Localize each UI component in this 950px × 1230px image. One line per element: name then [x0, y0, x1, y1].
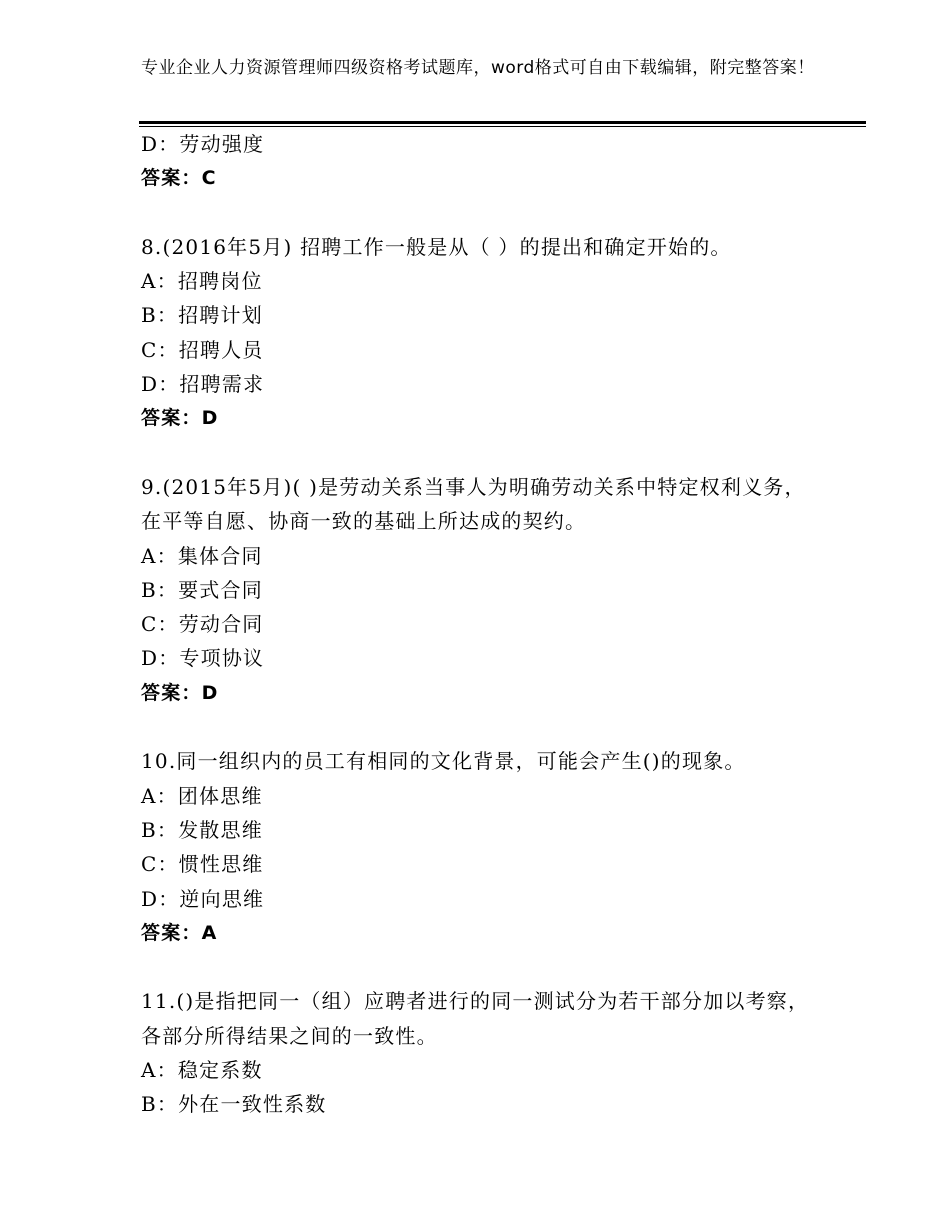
answer: 答案：C	[141, 167, 217, 190]
option-d: D：逆向思维	[141, 886, 265, 911]
question-stem: 11.()是指把同一（组）应聘者进行的同一测试分为若干部分加以考察，各部分所得结果之间的一致性。	[141, 989, 810, 1048]
option-c: C：劳动合同	[141, 612, 264, 637]
option-d: D：专项协议	[141, 646, 265, 671]
option-b: B：要式合同	[141, 577, 263, 602]
header-divider-thick	[139, 121, 866, 124]
question-stem: 10.同一组织内的员工有相同的文化背景，可能会产生()的现象。	[141, 749, 746, 774]
option-c: C：惯性思维	[141, 852, 264, 877]
option-d: D：劳动强度	[141, 132, 265, 156]
option-b: B：外在一致性系数	[141, 1092, 327, 1117]
question-stem: 9.(2015年5月)( )是劳动关系当事人为明确劳动关系中特定权利义务，在平等自愿、协商一致的基础上所达成的契约。	[141, 474, 806, 534]
answer: 答案：D	[141, 681, 219, 704]
previous-question-tail	[141, 127, 821, 196]
option-a: A：招聘岗位	[141, 269, 263, 294]
option-a: A：团体思维	[141, 783, 263, 808]
question-list	[141, 127, 821, 1122]
question-11	[141, 984, 821, 1121]
option-b: B：招聘计划	[141, 303, 263, 328]
answer: 答案：A	[141, 921, 218, 944]
question-9	[141, 470, 821, 710]
header-text: 专业企业人力资源管理师四级资格考试题库，word格式可自由下载编辑，附完整答案！	[141, 58, 815, 78]
question-8	[141, 230, 821, 436]
document-header	[141, 57, 821, 79]
question-10	[141, 744, 821, 950]
answer: 答案：D	[141, 407, 219, 430]
option-d: D：招聘需求	[141, 372, 265, 397]
question-stem: 8.(2016年5月) 招聘工作一般是从（ ）的提出和确定开始的。	[141, 234, 732, 259]
option-b: B：发散思维	[141, 817, 263, 842]
option-c: C：招聘人员	[141, 337, 264, 362]
option-a: A：集体合同	[141, 543, 263, 568]
option-a: A：稳定系数	[141, 1058, 263, 1083]
